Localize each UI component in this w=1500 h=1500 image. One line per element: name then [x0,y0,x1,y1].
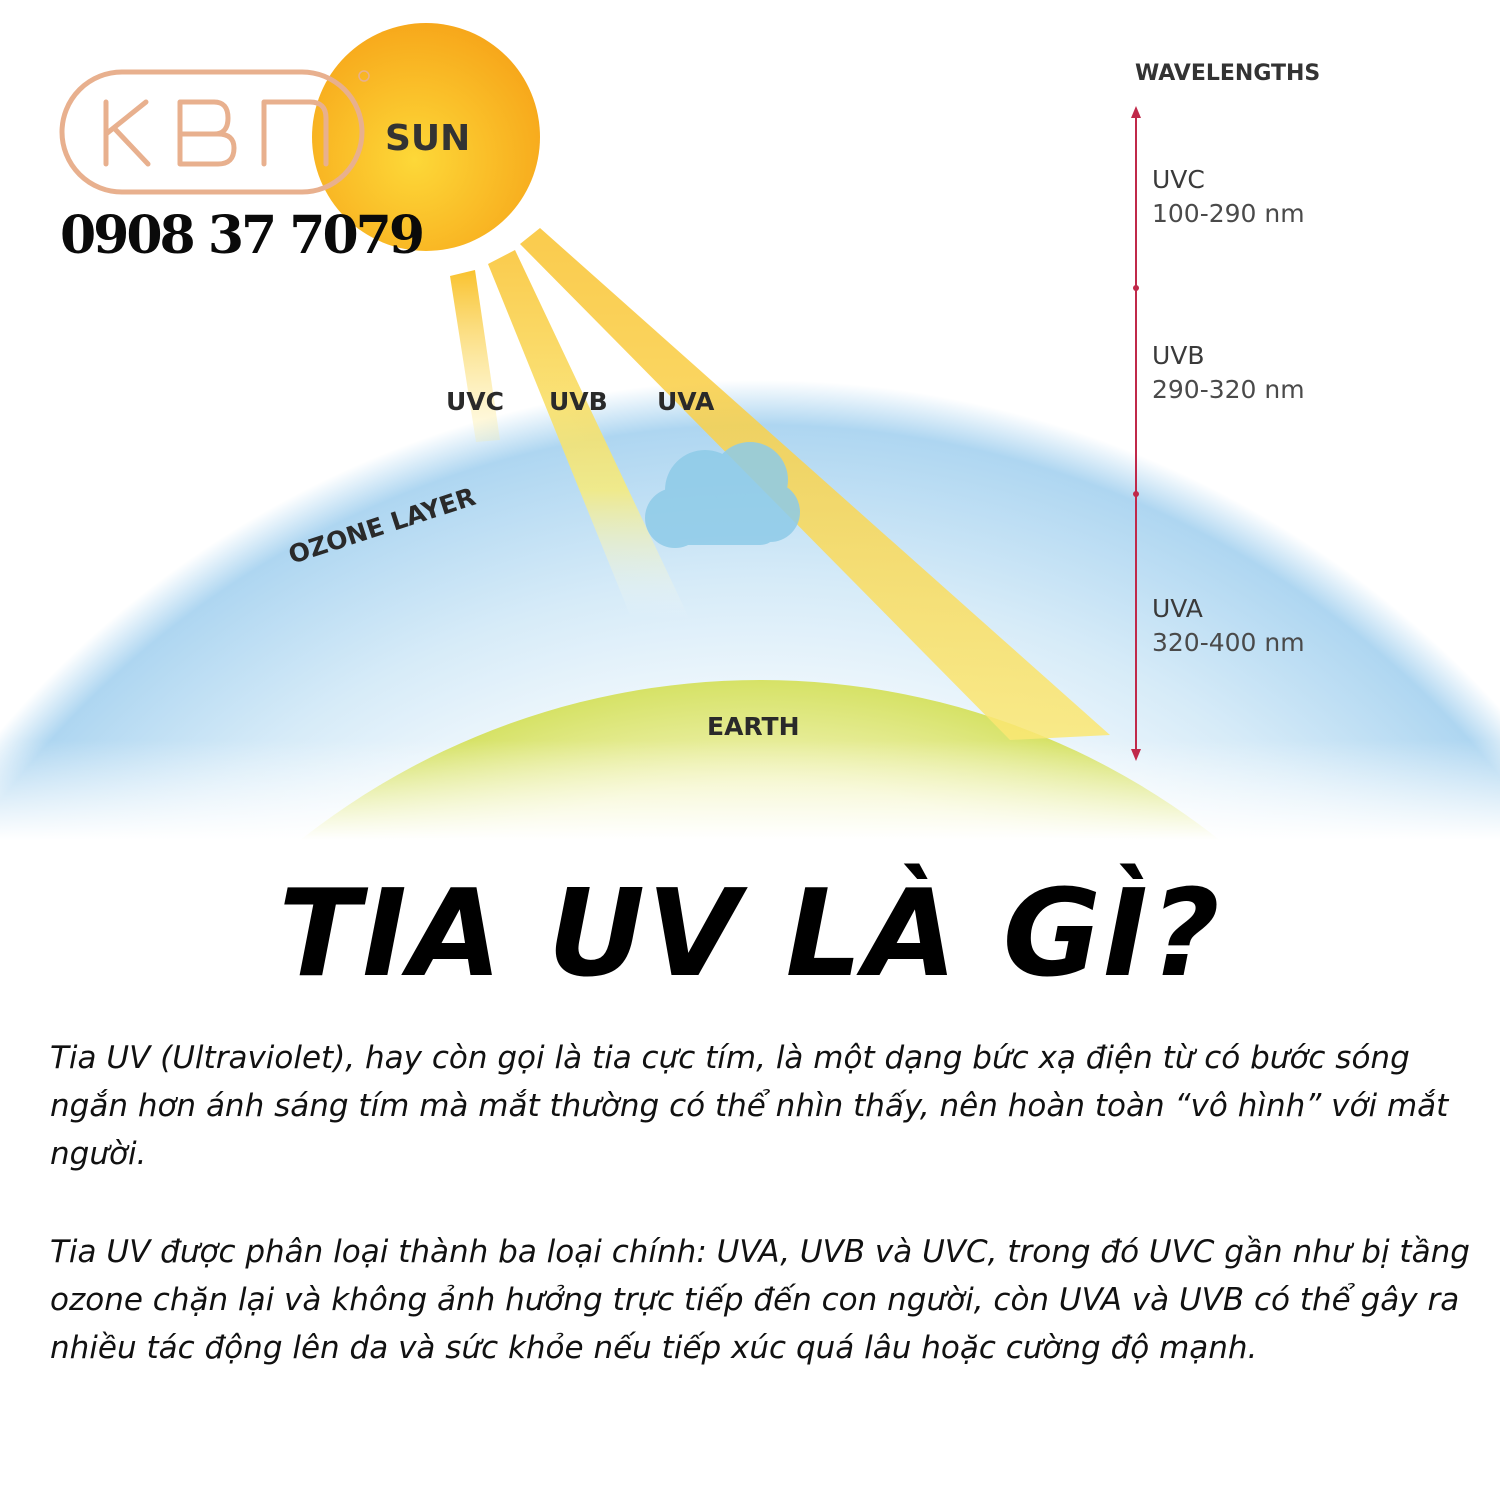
wavelength-uvc-name: UVC [1152,165,1205,194]
wavelength-uvb-name: UVB [1152,341,1205,370]
wavelength-uvb-range: 290-320 nm [1152,375,1305,404]
ozone-label: OZONE LAYER [284,481,479,570]
wavelengths-title: WAVELENGTHS [1135,61,1321,86]
scale-arrow-top [1131,106,1141,118]
sun-label: SUN [385,118,471,159]
earth-label: EARTH [707,712,800,741]
wavelength-uva-name: UVA [1152,594,1203,623]
phone-number: 0908 37 7079 [60,205,423,266]
ray-label-uvb: UVB [549,387,608,416]
wavelength-uvc-range: 100-290 nm [1152,199,1305,228]
kbn-logo [58,68,370,198]
paragraph-2: Tia UV được phân loại thành ba loại chính: UVA, UVB và UVC, trong đó UVC gần như bị tầng ozone chặn lại và không ảnh hưởng trực tiếp đến con người, còn UVA và UVB có thể gây ra nhiều tác động lên da và sức khỏe nếu tiếp xúc quá lâu hoặc cường độ mạnh. [50,1234,1470,1366]
ray-label-uvc: UVC [446,387,504,416]
wavelength-uva-range: 320-400 nm [1152,628,1305,657]
page-title: TIA UV LÀ GÌ? [278,865,1222,1004]
uvc-ray [450,270,500,442]
scale-tick-uvb-uva [1133,491,1139,497]
paragraph-1: Tia UV (Ultraviolet), hay còn gọi là tia cực tím, là một dạng bức xạ điện từ có bước sóng ngắn hơn ánh sáng tím mà mắt thường có thể nhìn thấy, nên hoàn toàn “vô hình” với mắt người. [50,1040,1449,1172]
ground-fade [0,740,1500,840]
scale-tick-uvc-uvb [1133,285,1139,291]
ray-label-uva: UVA [657,387,715,416]
